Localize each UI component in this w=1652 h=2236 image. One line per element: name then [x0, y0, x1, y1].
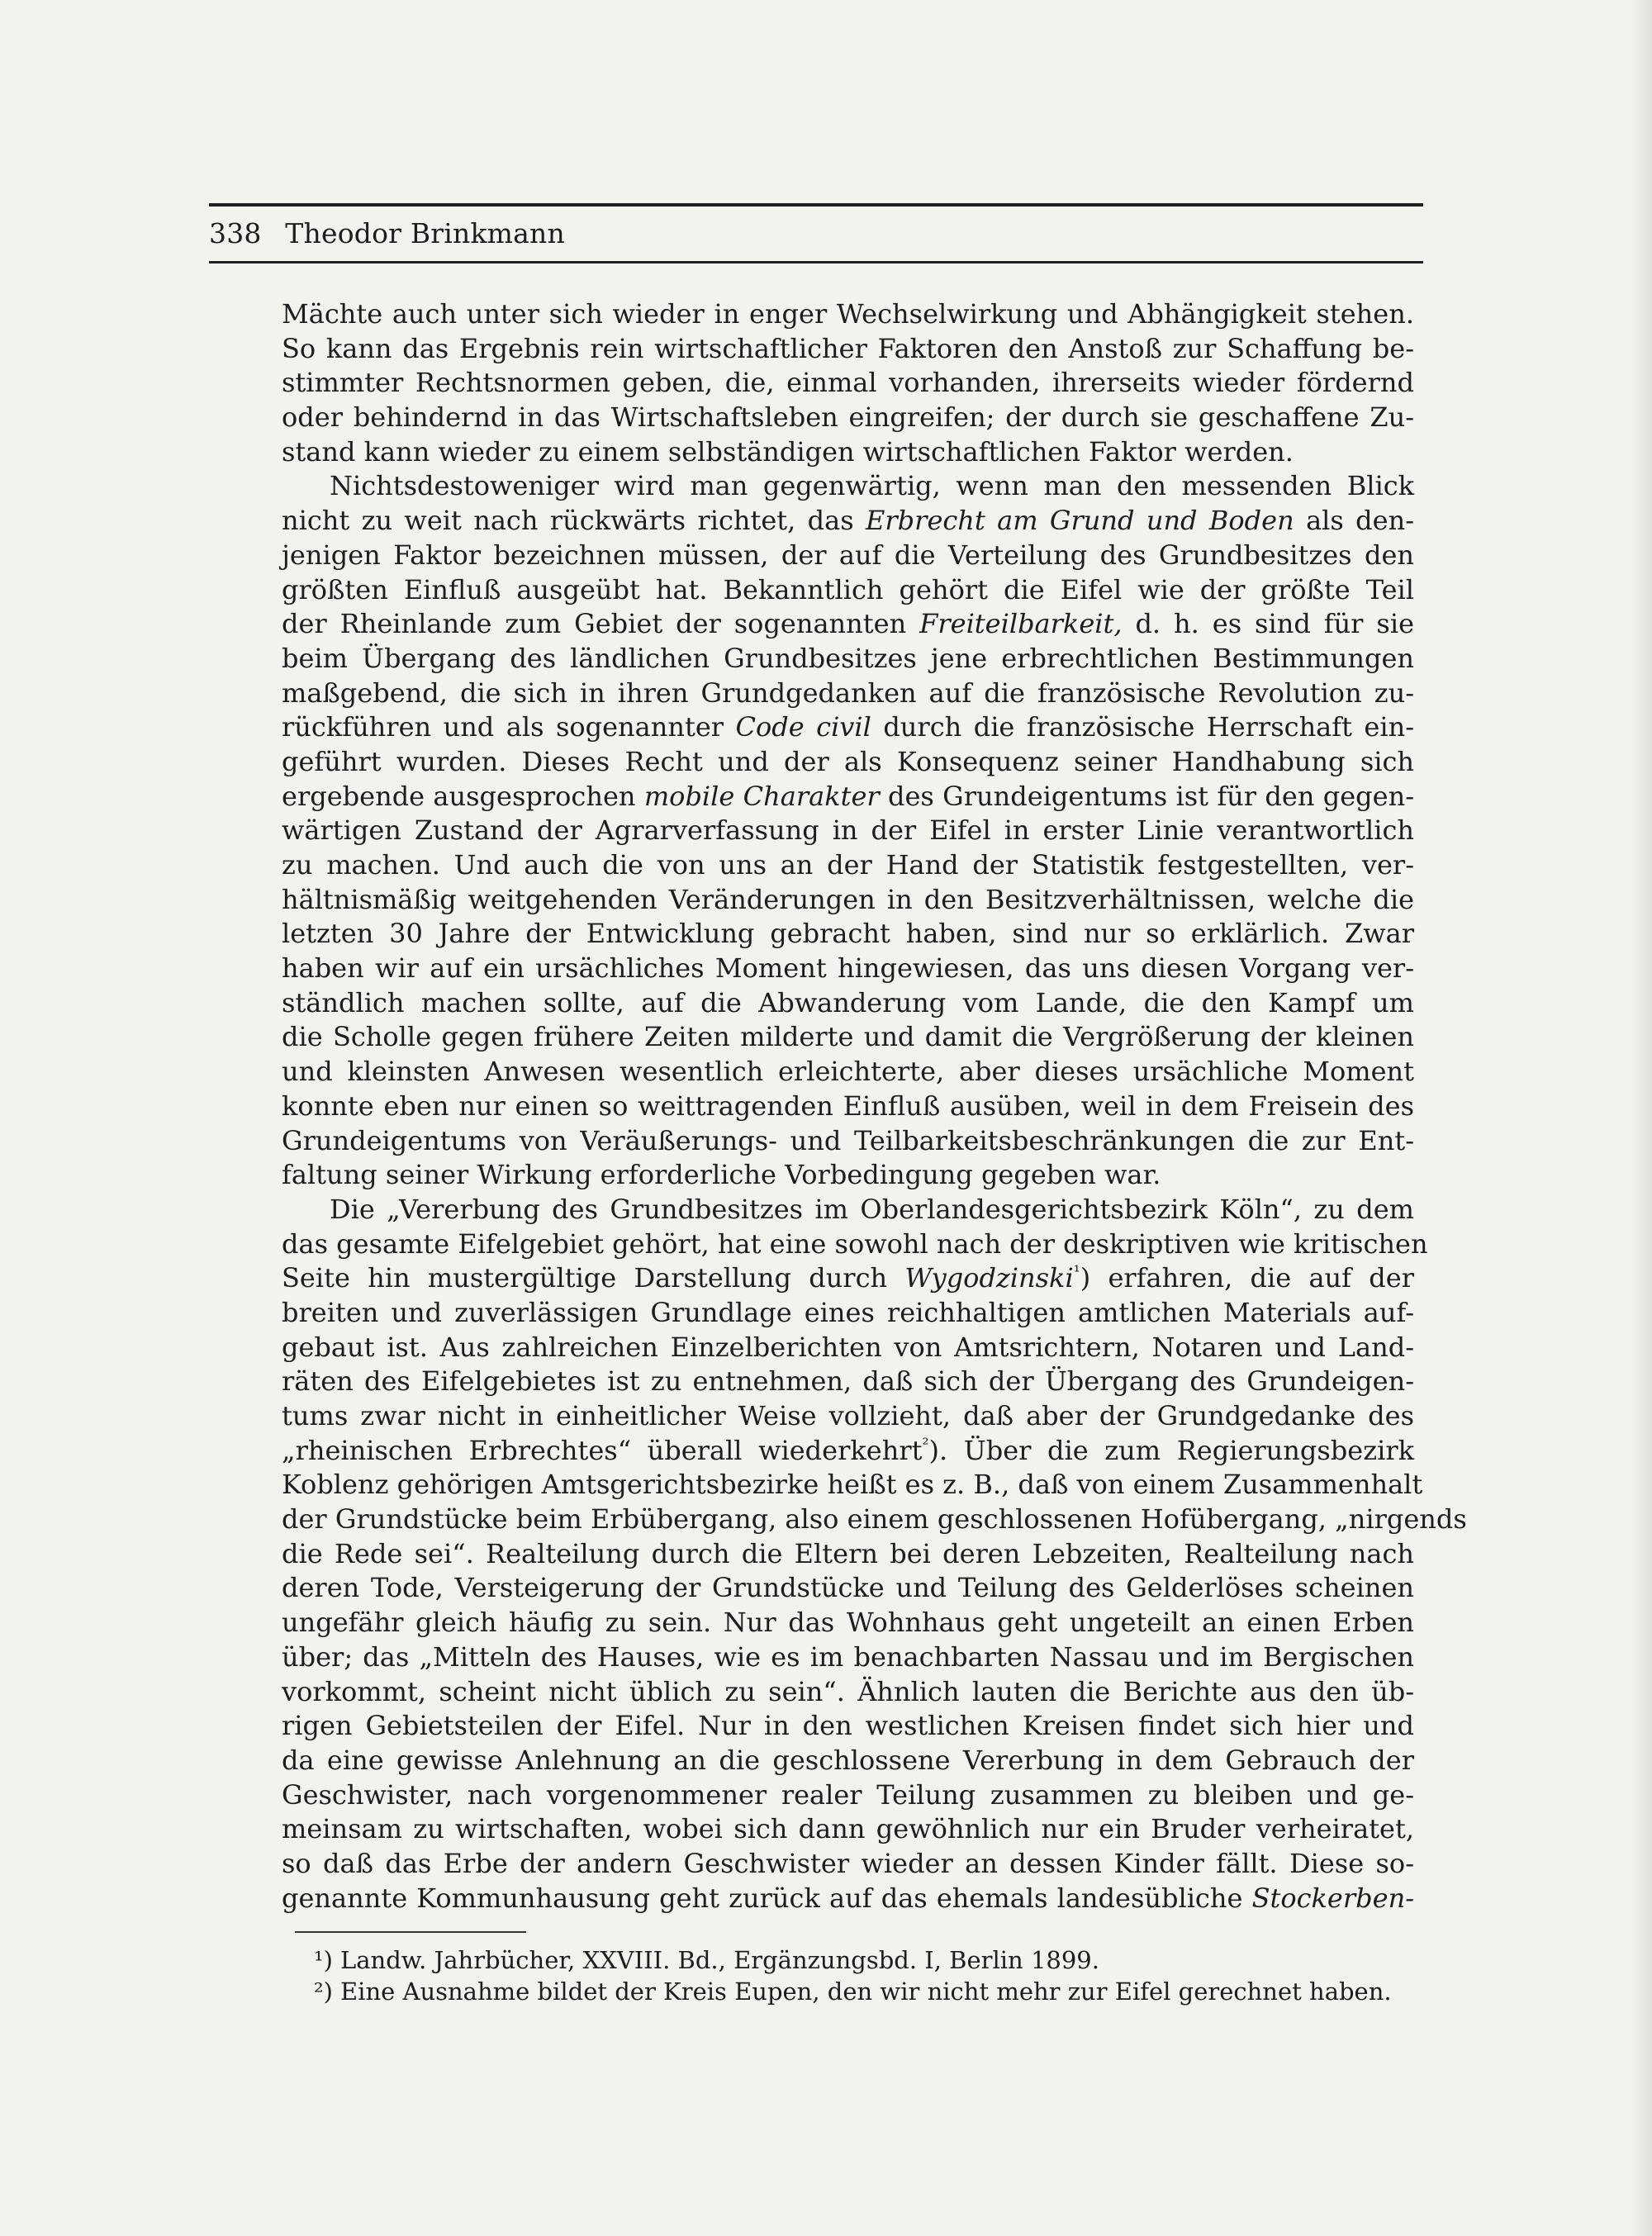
text-line: wärtigen Zustand der Agrarverfassung in der Eifel in erster Linie verantwortlich [282, 814, 1414, 847]
text-line: räten des Eifelgebietes ist zu entnehmen, daß sich der Übergang des Grundeigen- [282, 1365, 1414, 1398]
text-line: größten Einfluß ausgeübt hat. Bekanntlich gehört die Eifel wie der größte Teil [282, 573, 1414, 605]
text-line: deren Tode, Versteigerung der Grundstücke und Teilung des Gelderlöses scheinen [282, 1572, 1414, 1604]
emphasis: Stockerben- [1251, 1882, 1414, 1914]
emphasis: Erbrecht am Grund und Boden [866, 505, 1294, 537]
text-line: und kleinsten Anwesen wesentlich erleichterte, aber dieses ursächliche Moment [282, 1056, 1414, 1088]
text-line: rückführen und als sogenannter Code civil durch die französische Herrschaft ein- [282, 711, 1415, 743]
text-line: Grundeigentums von Veräußerungs- und Teilbarkeitsbeschränkungen die zur Ent- [282, 1124, 1414, 1156]
text-line: haben wir auf ein ursächliches Moment hingewiesen, das uns diesen Vorgang ver- [282, 952, 1414, 985]
text-line: Geschwister, nach vorgenommener realer Teilung zusammen zu bleiben und ge- [282, 1778, 1414, 1811]
text-line: rigen Gebietsteilen der Eifel. Nur in den westlichen Kreisen findet sich hier und [282, 1710, 1414, 1742]
footnote-text: Eine Ausnahme bildet der Kreis Eupen, den wir nicht mehr zur Eifel gerechnet haben. [340, 1977, 1392, 2006]
page-edge-shadow [1631, 0, 1652, 2236]
footnote-mark: ¹) [314, 1946, 333, 1974]
footnote-ref: ² [922, 1433, 929, 1454]
emphasis: Wygodzinski [904, 1262, 1074, 1294]
text-line: oder behindernd in das Wirtschaftsleben eingreifen; der durch sie geschaffene Zu- [282, 401, 1414, 434]
footnote-ref: ¹ [1073, 1261, 1080, 1282]
text-line: maßgebend, die sich in ihren Grundgedanken auf die französische Revolution zu- [282, 676, 1414, 709]
footnotes [314, 1944, 1404, 2007]
text-line: So kann das Ergebnis rein wirtschaftlicher Faktoren den Anstoß zur Schaffung be- [282, 332, 1414, 364]
text-line: da eine gewisse Anlehnung an die geschlossene Vererbung in dem Gebrauch der [282, 1744, 1414, 1776]
text-line: letzten 30 Jahre der Entwicklung gebracht haben, sind nur so erklärlich. Zwar [282, 918, 1414, 950]
text-line: zu machen. Und auch die von uns an der Hand der Statistik festgestellten, ver- [282, 849, 1414, 881]
text-line: Koblenz gehörigen Amtsgerichtsbezirke heißt es z. B., daß von einem Zusammenhalt [282, 1469, 1423, 1501]
text-line: so daß das Erbe der andern Geschwister wieder an dessen Kinder fällt. Diese so- [282, 1847, 1414, 1879]
paragraph-start-line: Nichtsdestoweniger wird man gegenwärtig, wenn man den messenden Blick [330, 470, 1414, 502]
text-line: über; das „Mitteln des Hauses, wie es im benachbarten Nassau und im Bergischen [282, 1640, 1414, 1673]
text-line: faltung seiner Wirkung erforderliche Vorbedingung gegeben war. [282, 1159, 1161, 1191]
running-header [209, 210, 1423, 258]
footnote-text: Landw. Jahrbücher, XXVIII. Bd., Ergänzungsbd. I, Berlin 1899. [340, 1946, 1099, 1974]
text-line: ständlich machen sollte, auf die Abwanderung vom Lande, die den Kampf um [282, 986, 1414, 1018]
text-line: ergebende ausgesprochen mobile Charakter des Grundeigentums ist für den gegen- [282, 780, 1415, 812]
text-line: das gesamte Eifelgebiet gehört, hat eine sowohl nach der deskriptiven wie kritischen [282, 1227, 1428, 1260]
text-line: die Scholle gegen frühere Zeiten milderte und damit die Vergrößerung der kleinen [282, 1021, 1414, 1053]
footnote [314, 1976, 1404, 2007]
page-number: 338 [209, 217, 262, 249]
paragraph-start-line: Die „Vererbung des Grundbesitzes im Oberlandesgerichtsbezirk Köln“, zu dem [330, 1193, 1414, 1225]
text-line: Mächte auch unter sich wieder in enger Wechselwirkung und Abhängigkeit stehen. [282, 298, 1414, 330]
text-line: stand kann wieder zu einem selbständigen wirtschaftlichen Faktor werden. [282, 435, 1294, 468]
emphasis: Freiteilbarkeit, [919, 608, 1123, 640]
footnote [314, 1944, 1404, 1976]
running-header-author: Theodor Brinkmann [285, 217, 565, 249]
text-line: ungefähr gleich häufig zu sein. Nur das Wohnhaus geht ungeteilt an einen Erben [282, 1607, 1414, 1639]
text-line: hältnismäßig weitgehenden Veränderungen in den Besitzverhältnissen, welche die [282, 883, 1414, 915]
text-line: jenigen Faktor bezeichnen müssen, der auf die Verteilung des Grundbesitzes den [282, 539, 1414, 571]
header-bottom-rule [209, 261, 1423, 263]
text-line: geführt wurden. Dieses Recht und der als Konsequenz seiner Handhabung sich [282, 745, 1414, 777]
text-line: die Rede sei“. Realteilung durch die Eltern bei deren Lebzeiten, Realteilung nach [282, 1537, 1414, 1569]
text-line: breiten und zuverlässigen Grundlage eines reichhaltigen amtlichen Materials auf- [282, 1296, 1414, 1328]
text-line: genannte Kommunhausung geht zurück auf das ehemals landesübliche Stockerben- [282, 1882, 1414, 1914]
text-line: beim Übergang des ländlichen Grundbesitzes jene erbrechtlichen Bestimmungen [282, 642, 1414, 674]
emphasis: Code civil [735, 711, 871, 743]
footnote-mark: ²) [314, 1977, 333, 2006]
text-line: tums zwar nicht in einheitlicher Weise vollzieht, daß aber der Grundgedanke des [282, 1400, 1414, 1431]
text-line: stimmter Rechtsnormen geben, die, einmal vorhanden, ihrerseits wieder fördernd [282, 367, 1414, 399]
text-line: gebaut ist. Aus zahlreichen Einzelberichten von Amtsrichtern, Notaren und Land- [282, 1331, 1414, 1363]
footnote-rule [295, 1931, 526, 1933]
header-top-rule [209, 203, 1423, 207]
text-line: meinsam zu wirtschaften, wobei sich dann gewöhnlich nur ein Bruder verheiratet, [282, 1813, 1414, 1845]
text-line: der Rheinlande zum Gebiet der sogenannten Freiteilbarkeit, d. h. es sind für sie [282, 608, 1415, 640]
text-line: „rheinischen Erbrechtes“ überall wiederkehrt$^{^2}$). Über die zum Regierungsbezirk [282, 1433, 1415, 1466]
text-line: vorkommt, scheint nicht üblich zu sein“. Ähnlich lauten die Berichte aus den üb- [282, 1675, 1414, 1707]
text-line: Seite hin mustergültige Darstellung durch Wygodzinski$^{^1}$) erfahren, die auf der [282, 1261, 1415, 1294]
body-text [282, 297, 1467, 1916]
text-line: nicht zu weit nach rückwärts richtet, das Erbrecht am Grund und Boden als den- [282, 505, 1414, 537]
text-line: konnte eben nur einen so weittragenden Einfluß ausüben, weil in dem Freisein des [282, 1090, 1414, 1122]
emphasis: mobile Charakter [643, 780, 880, 812]
text-line: der Grundstücke beim Erbübergang, also einem geschlossenen Hofübergang, „nirgends [282, 1503, 1467, 1536]
